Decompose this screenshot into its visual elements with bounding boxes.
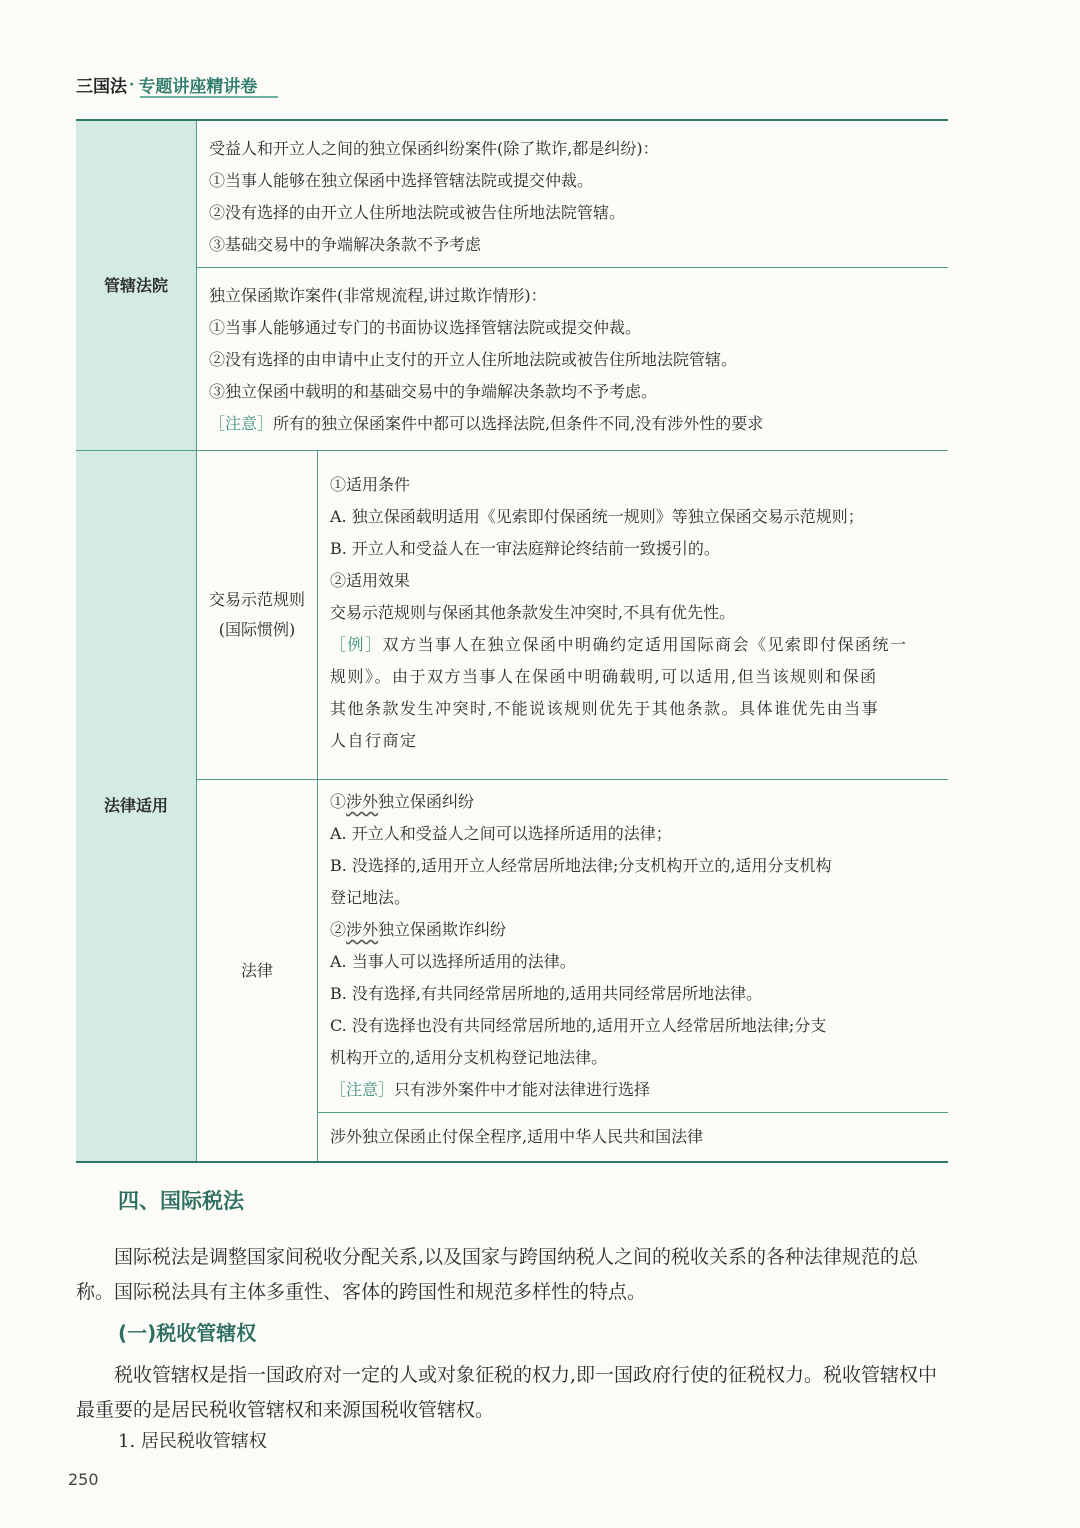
heading-prefix: ②	[330, 920, 347, 939]
heading-foreign-dispute	[330, 786, 938, 818]
text-line: 机构开立的,适用分支机构登记地法律。	[330, 1048, 608, 1067]
note-text: 所有的独立保函案件中都可以选择法院,但条件不同,没有涉外性的要求	[273, 414, 764, 433]
note-tag: ［注意］	[209, 414, 274, 433]
model-rules-cell	[318, 451, 949, 780]
sub-law: 法律	[197, 780, 318, 1163]
section-title: 四、国际税法	[118, 1189, 244, 1213]
text-line: B. 开立人和受益人在一审法庭辩论终结前一致援引的。	[330, 539, 720, 558]
heading-rest: 独立保函纠纷	[378, 792, 475, 811]
text-line: B. 没选择的,适用开立人经常居所地法律;分支机构开立的,适用分支机构	[330, 856, 832, 875]
text-line: 登记地法。	[330, 888, 411, 907]
table-row-model-rules	[76, 451, 948, 780]
paragraph-intro: 国际税法是调整国家间税收分配关系,以及国家与跨国纳税人之间的税收关系的各种法律规范的总称。国际税法具有主体多重性、客体的跨国性和规范多样性的特点。	[76, 1246, 919, 1303]
paragraph-jurisdiction: 税收管辖权是指一国政府对一定的人或对象征税的权力,即一国政府行使的征税权力。税收管辖权中最重要的是居民税收管辖权和来源国税收管辖权。	[76, 1364, 938, 1421]
text-line: ①当事人能够在独立保函中选择管辖法院或提交仲裁。	[209, 171, 594, 190]
list-item-resident: 1. 居民税收管辖权	[118, 1431, 267, 1452]
text-line: ③基础交易中的争端解决条款不予考虑	[209, 235, 482, 254]
sub-label-note: (国际惯例)	[218, 620, 296, 639]
sub-label: 交易示范规则	[208, 590, 305, 609]
subsection-title: (一)税收管辖权	[118, 1321, 257, 1345]
book-title: 三国法	[76, 77, 127, 97]
series-title: 专题讲座精讲卷	[138, 77, 258, 97]
page-number: 250	[68, 1470, 99, 1489]
note-line	[330, 1074, 938, 1106]
text-line: 受益人和开立人之间的独立保函纠纷案件(除了欺诈,都是纠纷)：	[209, 139, 659, 158]
text-line: ③独立保函中载明的和基础交易中的争端解决条款均不予考虑。	[209, 382, 658, 401]
note-text: 只有涉外案件中才能对法律进行选择	[394, 1080, 651, 1099]
category-jurisdiction: 管辖法院	[76, 120, 197, 451]
text-line: ①当事人能够通过专门的书面协议选择管辖法院或提交仲裁。	[209, 318, 642, 337]
example-line: 规则》。由于双方当事人在保函中明确载明,可以适用,但当该规则和保函	[330, 667, 878, 686]
text-line: A. 当事人可以选择所适用的法律。	[330, 952, 576, 971]
fraud-cases-cell	[197, 268, 949, 451]
text-line: 交易示范规则与保函其他条款发生冲突时,不具有优先性。	[330, 603, 736, 622]
heading-prefix: ①	[330, 792, 347, 811]
text-line: ②没有选择的由申请中止支付的开立人住所地法院或被告住所地法院管辖。	[209, 350, 738, 369]
running-header	[76, 72, 257, 97]
law-cell	[318, 780, 949, 1113]
text-line: ②适用效果	[330, 571, 411, 590]
note-tag: ［注意］	[330, 1080, 395, 1099]
example-line: 其他条款发生冲突时,不能说该规则优先于其他条款。具体谁优先由当事	[330, 699, 880, 718]
text-line: ①适用条件	[330, 475, 411, 494]
dispute-cases-cell	[197, 120, 949, 268]
wavy-emphasis: 涉外	[346, 920, 379, 939]
example-line	[330, 629, 938, 661]
text-line: 独立保函欺诈案件(非常规流程,讲过欺诈情形)：	[209, 286, 547, 305]
table-row-law	[76, 780, 948, 1113]
preservation-cell: 涉外独立保函止付保全程序,适用中华人民共和国法律	[318, 1113, 949, 1163]
sub-model-rules	[197, 451, 318, 780]
header-underline	[140, 96, 278, 98]
guarantee-table	[76, 119, 948, 1163]
text-line: A. 开立人和受益人之间可以选择所适用的法律；	[330, 824, 672, 843]
example-line: 人自行商定	[330, 731, 418, 750]
example-tag: ［例］	[330, 635, 383, 654]
heading-rest: 独立保函欺诈纠纷	[378, 920, 507, 939]
text-line: C. 没有选择也没有共同经常居所地的,适用开立人经常居所地法律;分支	[330, 1016, 827, 1035]
text-line: ②没有选择的由开立人住所地法院或被告住所地法院管辖。	[209, 203, 626, 222]
heading-foreign-fraud	[330, 914, 938, 946]
wavy-emphasis: 涉外	[346, 792, 379, 811]
header-separator: ·	[129, 76, 135, 93]
text-line: B. 没有选择,有共同经常居所地的,适用共同经常居所地法律。	[330, 984, 763, 1003]
text-line: A. 独立保函载明适用《见索即付保函统一规则》等独立保函交易示范规则；	[330, 507, 864, 526]
note-line	[209, 408, 938, 440]
table-row-jurisdiction-fraud	[76, 268, 948, 451]
category-applicable-law: 法律适用	[76, 451, 197, 1163]
table-row-jurisdiction	[76, 120, 948, 268]
example-text: 双方当事人在独立保函中明确约定适用国际商会《见索即付保函统一	[382, 635, 908, 654]
